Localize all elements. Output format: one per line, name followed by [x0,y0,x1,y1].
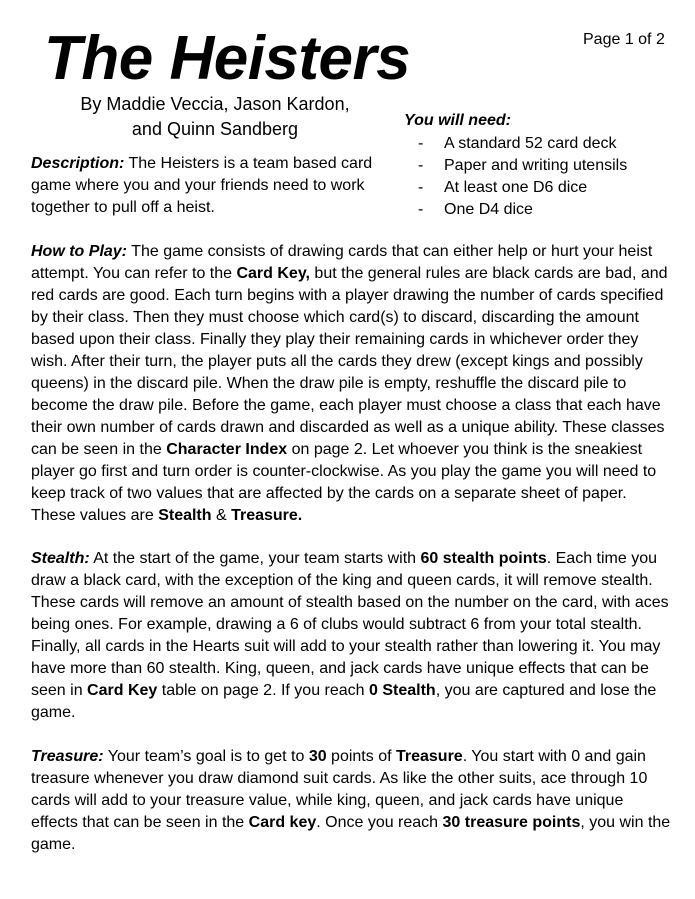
how-to-play-paragraph [31,241,671,527]
treasure-win-points: 30 treasure points [442,814,581,831]
description-paragraph [31,153,387,219]
document-title: The Heisters [44,24,411,93]
text-run: At the start of the game, your team starts with [89,550,421,567]
how-to-play-label: How to Play: [31,243,128,260]
text-run: , you win the game. [31,814,671,853]
requirement-text: At least one D6 dice [444,179,588,196]
text-run: points of [326,748,396,765]
zero-stealth-term: 0 Stealth [369,682,436,699]
dash-bullet: - [418,179,424,196]
text-run: . You start with 0 and gain treasure whenever you draw diamond suit cards. As like the other suits, ace through 10 cards will add to your treasure value, while king, queen, and jack cards have unique effects that can be seen in the [31,748,648,831]
authors-line-2: and Quinn Sandberg [131,119,299,139]
requirements-heading: You will need: [404,112,511,129]
text-run: . Each time you draw a black card, with the exception of the king and queen cards, it will remove stealth. These cards will remove an amount of stealth based on the number on the card, with aces being ones. For example, drawing a 6 of clubs would subtract 6 from your total stealth. Finally, all cards in the Hearts suit will add to your stealth rather than lowering it. You may have more than 60 stealth. King, queen, and jack cards have unique effects that can be seen in [31,550,669,699]
card-key-reference: Card Key, [236,265,310,282]
text-run: but the general rules are black cards are bad, and red cards are good. Each turn begins with a player drawing the number of cards specified by their class. Then they must choose which card(s) to discard, discarding the amount based upon their class. Finally they play their remaining cards in whichever order they wish. After their turn, the player puts all the cards they drew (except kings and possibly queens) in the discard pile. When the draw pile is empty, reshuffle the discard pile to become the draw pile. Before the game, each player must choose a class that each have their own number of cards drawn and discarded as well as a unique ability. These classes can be seen in the [31,265,668,458]
text-run: Your team’s goal is to get to [103,748,309,765]
requirement-text: Paper and writing utensils [444,157,628,174]
character-index-reference: Character Index [166,441,288,458]
card-key-reference: Card key [248,814,317,831]
dash-bullet: - [418,135,424,152]
authors-byline [30,92,400,142]
text-run: , you are captured and lose the game. [31,682,657,721]
dash-bullet: - [418,157,424,174]
requirements-section [404,110,684,221]
requirements-list [404,133,684,221]
stealth-term: Stealth [158,507,212,524]
list-item [404,199,684,221]
requirement-text: One D4 dice [444,201,533,218]
stealth-start-points: 60 stealth points [420,550,547,567]
treasure-goal-number: 30 [308,748,327,765]
text-run: . Once you reach [316,814,443,831]
dash-bullet: - [418,201,424,218]
text-run: & [211,507,232,524]
description-label: Description: [31,155,125,172]
text-run: table on page 2. If you reach [157,682,369,699]
list-item [404,155,684,177]
list-item [404,177,684,199]
treasure-paragraph [31,746,671,856]
page-number: Page 1 of 2 [583,31,665,48]
list-item [404,133,684,155]
card-key-reference: Card Key [87,682,158,699]
treasure-term: Treasure. [231,507,303,524]
description-text: The Heisters is a team based card game where you and your friends need to work together to pull off a heist. [31,155,373,216]
stealth-label: Stealth: [31,550,90,567]
text-run: The game consists of drawing cards that can either help or hurt your heist attempt. You can refer to the [31,243,653,282]
text-run: on page 2. Let whoever you think is the sneakiest player go first and turn order is counter-clockwise. As you play the game you will need to keep track of two values that are affected by the cards on a separate sheet of paper. These values are [31,441,657,524]
treasure-term: Treasure [395,748,463,765]
treasure-label: Treasure: [31,748,104,765]
requirement-text: A standard 52 card deck [444,135,617,152]
stealth-paragraph [31,548,671,724]
authors-line-1: By Maddie Veccia, Jason Kardon, [80,94,350,114]
